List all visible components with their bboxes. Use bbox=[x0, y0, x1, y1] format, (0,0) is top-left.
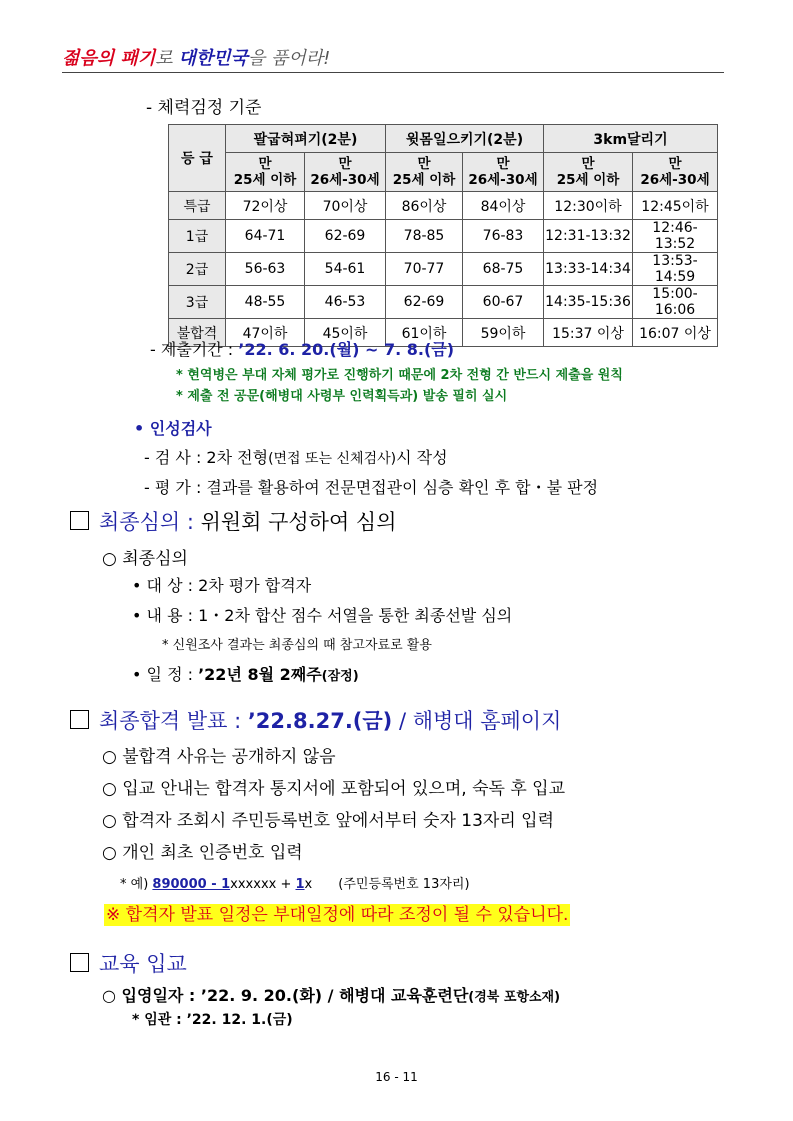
commission-note: * 임관 : ’22. 12. 1.(금) bbox=[132, 1012, 293, 1028]
text: x bbox=[304, 877, 313, 892]
auth-example bbox=[120, 873, 470, 892]
table-cell: 60-67 bbox=[463, 286, 544, 319]
table-cell: 59이하 bbox=[463, 319, 544, 347]
table-cell: 47이하 bbox=[226, 319, 305, 347]
table-row bbox=[169, 253, 718, 286]
grade-header: 등 급 bbox=[169, 125, 226, 192]
final-review-sub: ○ 최종심의 bbox=[102, 549, 188, 569]
group-header: 윗몸일으키기(2분) bbox=[386, 125, 544, 153]
text: 시 작성 bbox=[396, 448, 448, 467]
table-cell: 62-69 bbox=[305, 220, 386, 253]
table-cell: 72이상 bbox=[226, 192, 305, 220]
warning-text: ※ 합격자 발표 일정은 부대일정에 따라 조정이 될 수 있습니다. bbox=[106, 905, 569, 925]
checkbox-square-icon bbox=[70, 953, 89, 972]
table-cell: 48-55 bbox=[226, 286, 305, 319]
education-entry bbox=[102, 983, 560, 1006]
header-text-4: 을 품어라! bbox=[247, 48, 331, 69]
announce-item: ○ 입교 안내는 합격자 통지서에 포함되어 있으며, 숙독 후 입교 bbox=[102, 779, 565, 799]
personality-line-2: - 평 가 : 결과를 활용하여 전문면접관이 심층 확인 후 합・불 판정 bbox=[144, 478, 599, 497]
table-cell: 14:35-15:36 bbox=[544, 286, 633, 319]
group-header: 팔굽혀펴기(2분) bbox=[226, 125, 386, 153]
final-review-schedule bbox=[132, 662, 359, 685]
text: (경북 포항소재) bbox=[468, 990, 561, 1005]
text: • 일 정 : bbox=[132, 665, 199, 684]
header-text-2: 로 bbox=[155, 48, 179, 69]
table-cell: 70-77 bbox=[386, 253, 463, 286]
text: xxxxxx + bbox=[230, 877, 296, 892]
header-text-1: 젊음의 패기 bbox=[62, 48, 156, 69]
table-cell: 16:07 이상 bbox=[633, 319, 718, 347]
text: ’22.8.27.(금) bbox=[247, 709, 393, 733]
personality-line-1 bbox=[144, 445, 448, 468]
age-subheader: 만 26세-30세 bbox=[633, 153, 718, 192]
table-cell: 12:31-13:32 bbox=[544, 220, 633, 253]
age-subheader: 만 25세 이하 bbox=[386, 153, 463, 192]
table-row bbox=[169, 286, 718, 319]
table-cell: 15:37 이상 bbox=[544, 319, 633, 347]
table-cell: 45이하 bbox=[305, 319, 386, 347]
fitness-note-1: * 현역병은 부대 자체 평가로 진행하기 때문에 2차 전형 간 반드시 제출을 원칙 bbox=[176, 368, 623, 383]
checkbox-square-icon bbox=[70, 511, 89, 530]
fitness-note-2: * 제출 전 공문(해병대 사령부 인력획득과) 발송 필히 실시 bbox=[176, 389, 508, 404]
page-number: 16 - 11 bbox=[375, 1070, 418, 1084]
table-cell: 13:33-14:34 bbox=[544, 253, 633, 286]
submission-period-label: - 제출기간 : bbox=[150, 340, 239, 359]
age-subheader: 만 25세 이하 bbox=[544, 153, 633, 192]
final-review-target: • 대 상 : 2차 평가 합격자 bbox=[132, 576, 312, 595]
age-subheader: 만 25세 이하 bbox=[226, 153, 305, 192]
table-cell: 54-61 bbox=[305, 253, 386, 286]
text: - 검 사 : 2차 전형 bbox=[144, 448, 269, 467]
final-review-heading bbox=[70, 506, 397, 536]
grade-cell: 불합격 bbox=[169, 319, 226, 347]
education-heading bbox=[70, 948, 187, 978]
age-subheader: 만 26세-30세 bbox=[463, 153, 544, 192]
text: 890000 - 1 bbox=[152, 877, 231, 892]
fitness-table bbox=[168, 124, 718, 347]
text: (주민등록번호 13자리) bbox=[338, 877, 470, 892]
grade-cell: 1급 bbox=[169, 220, 226, 253]
announce-heading bbox=[70, 705, 561, 735]
announce-warning bbox=[104, 900, 570, 925]
text: (면접 또는 신체검사) bbox=[268, 451, 397, 467]
table-cell: 76-83 bbox=[463, 220, 544, 253]
header-text-3: 대한민국 bbox=[178, 48, 248, 69]
personality-title: • 인성검사 bbox=[134, 419, 212, 438]
text: 위원회 구성하여 심의 bbox=[200, 510, 397, 534]
table-cell: 61이하 bbox=[386, 319, 463, 347]
announce-item: ○ 개인 최초 인증번호 입력 bbox=[102, 843, 303, 863]
table-cell: 62-69 bbox=[386, 286, 463, 319]
group-header: 3km달리기 bbox=[544, 125, 718, 153]
text: 최종심의 : bbox=[99, 510, 201, 534]
text: ’22년 8월 2째주 bbox=[198, 665, 322, 684]
table-cell: 86이상 bbox=[386, 192, 463, 220]
submission-period-value: ’22. 6. 20.(월) ~ 7. 8.(금) bbox=[238, 340, 455, 359]
table-cell: 64-71 bbox=[226, 220, 305, 253]
announce-item: ○ 불합격 사유는 공개하지 않음 bbox=[102, 747, 336, 767]
final-review-content: • 내 용 : 1・2차 합산 점수 서열을 통한 최종선발 심의 bbox=[132, 606, 513, 625]
submission-period bbox=[150, 337, 454, 360]
announce-item: ○ 합격자 조회시 주민등록번호 앞에서부터 숫자 13자리 입력 bbox=[102, 811, 554, 831]
grade-cell: 2급 bbox=[169, 253, 226, 286]
text: ○ 입영일자 : ’22. 9. 20.(화) / 해병대 교육훈련단 bbox=[102, 986, 469, 1005]
text: / 해병대 홈페이지 bbox=[392, 709, 562, 733]
text: * 예) bbox=[120, 877, 153, 892]
text: (잠정) bbox=[321, 669, 359, 684]
table-row bbox=[169, 220, 718, 253]
fitness-title: - 체력검정 기준 bbox=[146, 98, 262, 118]
text: 1 bbox=[295, 877, 305, 892]
table-cell: 13:53-14:59 bbox=[633, 253, 718, 286]
header-divider bbox=[62, 72, 724, 73]
checkbox-square-icon bbox=[70, 710, 89, 729]
table-cell: 12:46-13:52 bbox=[633, 220, 718, 253]
table-cell: 12:45이하 bbox=[633, 192, 718, 220]
page-header bbox=[62, 44, 330, 70]
final-review-note: * 신원조사 결과는 최종심의 때 참고자료로 활용 bbox=[162, 638, 432, 653]
table-cell: 15:00-16:06 bbox=[633, 286, 718, 319]
table-row bbox=[169, 192, 718, 220]
grade-cell: 3급 bbox=[169, 286, 226, 319]
table-cell: 68-75 bbox=[463, 253, 544, 286]
grade-cell: 특급 bbox=[169, 192, 226, 220]
table-subheader-row bbox=[169, 153, 718, 192]
table-cell: 12:30이하 bbox=[544, 192, 633, 220]
table-cell: 78-85 bbox=[386, 220, 463, 253]
text: 교육 입교 bbox=[99, 952, 187, 976]
table-cell: 56-63 bbox=[226, 253, 305, 286]
table-cell: 70이상 bbox=[305, 192, 386, 220]
age-subheader: 만 26세-30세 bbox=[305, 153, 386, 192]
text: 최종합격 발표 : bbox=[99, 709, 248, 733]
table-cell: 84이상 bbox=[463, 192, 544, 220]
table-cell: 46-53 bbox=[305, 286, 386, 319]
table-header-row bbox=[169, 125, 718, 153]
